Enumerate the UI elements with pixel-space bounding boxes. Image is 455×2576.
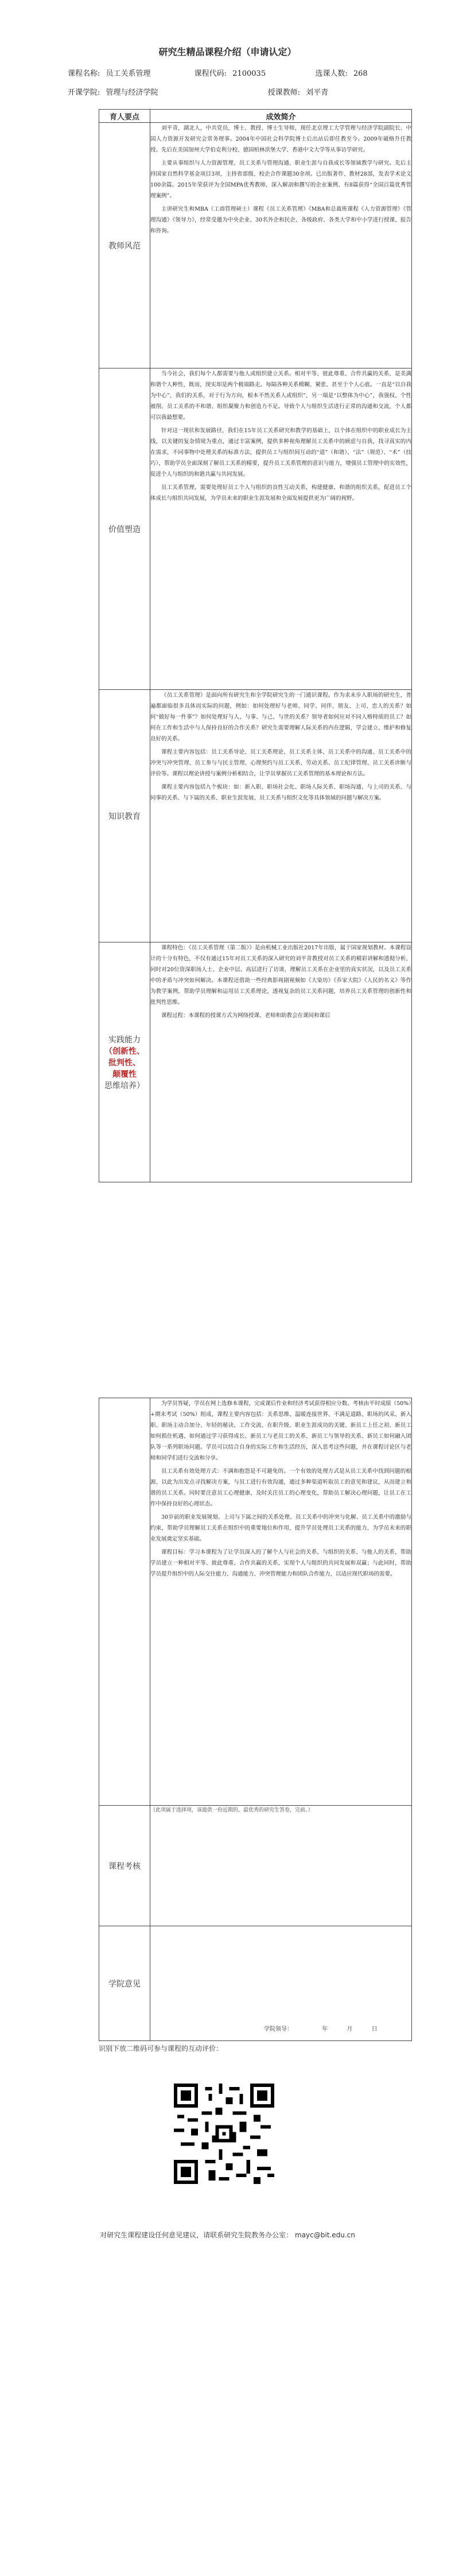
qr-note: 识别下放二维码可参与课程的互动评价： — [99, 2044, 223, 2053]
paragraph: 刘平青，湖北人，中共党员，博士、教授、博士生导师，现任北京理工大学管理与经济学院副院长、中国人力资源开发研究会常务理事。2004年中国社会科学院博士后出站后即任教至今。2009年破格升任教授。先后在美国加州大学伯克利分校、德国柏林洪堡大学、香港中文大学等从事访学研究。 — [150, 125, 411, 153]
college-label: 开课学院: — [68, 88, 100, 97]
assessment-note: （此项属于选择项，该提供一份近期的、最优秀的研究生答卷，完前。） — [150, 1806, 412, 1926]
practice-label-line: （创新性、 — [104, 1046, 145, 1056]
header-right: 成效简介 — [150, 110, 412, 123]
paragraph: 针对这一现状和发展路径，我们在15年员工关系研究和教学的基础上，以个体在组织中的职业成长为主线，以关键的复杂情境为重点，通过丰富案例，提供多种视角理解员工关系中的顾虑与自我，找寻真实的内在需求，不同事物中处理关系的标准方法，提供员工与组织间互动的“道”（和谐）、“法”（规范）、“术”（技巧），帮助学员全面深刻了解员工关系的精要，提升员工关系管理的意识与能力，增强员工管理中的实效性，促进个人与组织的和谐共赢与共同发展。 — [150, 428, 411, 478]
course-table-part-1 — [99, 109, 412, 1182]
paragraph: 当今社会，我们每个人都需要与他人或组织建立关系。相对平等、彼此尊重、合作共赢的关系，是美满和谐个人种性，既而，现实却是两个极端路走。每隔各种关系模糊、紧张、甚至于个人心底。一直是“以自我为中心”，我们的关系，对于行为方向，根本不然关系人或组织”，另一端是“以整体为中心”，我强权、个性被削、员工关系的不和谐、组织凝聚力和创造力不足。导致个人与组织生活进行正常的沟通和交流，个人都可以我最想要。 — [150, 371, 411, 421]
paragraph: 30岁前的职业发展规划、上司与下属之间的关系处理、员工关系中的冲突与化解、员工关系中的激励与约束，帮助学员理解员工关系在组织中的重要地位和作用，提升学员处理员工关系的能力，为学员未来的职业发展奠定坚实基础。 — [150, 1514, 411, 1542]
practice-ability-label — [99, 942, 150, 1182]
practice-continued-content — [150, 1398, 412, 1806]
paragraph: 主讲研究生和MBA（工商管理硕士）课程《员工关系管理》《MBA和总裁班课程《人力资源管理》《管理沟通》《领导力》，经常受邀为中央企业、30名外企和民企、各级政府、各类大学和中小学进行授课、报告和咨询。 — [150, 206, 411, 234]
course-code-label: 课程代码: — [194, 69, 227, 78]
college-signature — [264, 2024, 378, 2032]
paragraph: 课程主要内容包括：员工关系导论、员工关系理论、员工关系主体、员工关系中的沟通、员工关系中的冲突与冲突管理、员工参与与民主管理、心理契约与员工关系、劳动关系、员工纪律管理、员工关系诊断与评价等。课程以理论讲授与案例分析相结合，让学员掌握员工关系管理的基本理论和方法。 — [150, 749, 411, 777]
paragraph: 为学员答疑，学员在网上选修本课程，完成课后作业和经济考试获得相应分数。考核由平时成绩（50%）+期末考试（50%）组成，课程主要内容包括：关系思维、温暖连接世界、不满足道路、职场的风采、新入职、职场主动合加分、年轻的秘诀、工作交流、在职升级、职业生涯成功的关键、新员工上任之初、新员工如何抓住机遇、如何通过学习获得成长、新员工与老员工的关系、新员工与领导的关系、新员工如何融入团队等一系列职场问题。学员可以结合自身的实际工作和生活经历，深入思考这些问题，并在课程讨论区与老师和同学们进行交流和分享。 — [150, 1400, 411, 1461]
paragraph: 课程特色：《员工关系管理（第二版）》是由机械工业出版社2017年出版，属于国家规划教材。本课程设计的十分有特色，不仅有通过15年对员工关系的深入研究的刘平青教授对员工关系的精彩讲解和透彻分析，同时对20位资深职场人士、企业中层、高层进行了访谈，理解员工关系在企业里的真实状况，以及员工关系中的矛盾与冲突如何解决。本课程还借助一些经典影视剧视频如《大染坊》《乔家大院》《人民的名义》等作为教学案例，帮助学员理解和运用员工关系理论，透视复杂的员工关系问题，培养员工关系管理的创新性和批判性思维。 — [150, 945, 411, 1006]
practice-ability-content — [150, 942, 412, 1182]
value-shaping-content — [150, 368, 412, 690]
course-name: 员工关系管理 — [106, 69, 151, 78]
signature-day: 日 — [371, 2026, 378, 2032]
paragraph: 《员工关系管理》是面向所有研究生和全学院研究生的一门通识课程。作为求未步入职场的研究生，普遍都面临很多具体而实际的问题，例如：如何处理好与老师、同学、同伴、朋友、上司、恋人的关系？如何“做好每一件事”？如何处理好与人、与事、与己、与世的关系？领导者如何应对不同人格特质的员工？如何在工作和生活中与人保持良好的合作关系？研究生需要理解人际关系的内在逻辑，学会建立、维护和修复良好的关系。 — [150, 692, 411, 742]
teacher: 刘平青 — [306, 88, 329, 97]
practice-label-line: 批判性、 — [108, 1058, 141, 1068]
document-title: 研究生精品课程介绍（申请认定） — [158, 46, 297, 57]
signature-year: 年 — [322, 2026, 328, 2032]
course-name-label: 课程名称: — [68, 69, 100, 78]
paragraph: 主要从事组织与人力资源管理、员工关系与管理沟通、职业生涯与自我成长等领域教学与研究。先后主持国家自然科学基金项目3项，主持省部级、校企合作课题30余项。已出版著作、教材28部，发表学术论文100余篇。2015年荣获评为全国MPA优秀教师，深入解剖和撰写的企业案例、有8篇获得“全国百篇优秀管理案例”。 — [150, 160, 411, 199]
practice-label-line: 思维培养） — [104, 1081, 145, 1091]
contact-prefix: 对研究生课程建设任何意见建议，请联系研究生院教务办公室： — [100, 2231, 293, 2239]
college-opinion-label: 学院意见 — [99, 1926, 150, 2041]
qr-code-icon[interactable] — [174, 2084, 274, 2184]
paragraph: 员工关系有效处理方式：不满和抱怨是不可避免的。一个有效的处理方式是从员工关系中找到问题的根源，以此为出发点寻找解决方案，与员工进行有效沟通，通过多种渠道听取员工的意见和建议，从而建立和谐的员工关系。同时要注意员工心理健康，及时关注员工的心理变化，帮助员工解决心理问题，让员工在工作中保持良好的心理状态。 — [150, 1468, 411, 1507]
contact-email[interactable]: mayc@bit.edu.cn — [295, 2231, 355, 2239]
header-left: 育人要点 — [99, 110, 150, 123]
course-table-part-2 — [99, 1398, 412, 2041]
enrollment: 268 — [353, 69, 368, 78]
signature-month: 月 — [347, 2026, 353, 2032]
paragraph: 课程目标：学习本课程为了让学员深入的了解个人与社会的关系、与组织的关系、与他人的关系，帮助学员建立一种相对平等、彼此尊重、合作共赢的关系，实现个人与组织的共同发展和双赢；与此同时，帮助学员提升组织中的人际交往能力、沟通能力、冲突管理能力和团队合作能力，以适应现代职场的需要。 — [150, 1549, 411, 1577]
practice-label-line: 颠覆性 — [112, 1069, 137, 1079]
knowledge-education-content — [150, 690, 412, 942]
enrollment-label: 选课人数: — [315, 69, 348, 78]
paragraph: 课程主要内容包括九个板块：如：新入职、职场社会化、职场人际关系、职场沟通、与上司的关系、与同事的关系、与下属的关系、职业生涯发展、员工关系与组织文化等具体领域的问题与解决方案。 — [150, 784, 411, 801]
teacher-style-label: 教师风范 — [99, 123, 150, 368]
value-shaping-label: 价值塑造 — [99, 368, 150, 690]
meta-row-2 — [68, 86, 328, 97]
college: 管理与经济学院 — [106, 88, 158, 97]
paragraph: 员工关系管理，需要处理好员工个人与组织的良性互动关系，构建健康、和谐的组织关系，促进员工个体成长与组织共同发展，为学员未来的职业生涯发展和全面发展提供更为广阔的视野。 — [150, 484, 411, 502]
practice-label-line: 实践能力 — [108, 1035, 141, 1045]
teacher-label: 授课教师: — [267, 88, 301, 97]
signature-label: 学院领导： — [264, 2026, 293, 2032]
course-code: 2100035 — [232, 69, 266, 78]
knowledge-education-label: 知识教育 — [99, 690, 150, 942]
teacher-style-content — [150, 123, 412, 368]
assessment-label: 课程考核 — [99, 1806, 150, 1926]
meta-row-1 — [68, 67, 368, 78]
contact-line — [0, 2230, 455, 2240]
paragraph: 课程过程：本课程的授课方式为网络授课、老师和助教会在课间和课后 — [161, 1012, 330, 1019]
